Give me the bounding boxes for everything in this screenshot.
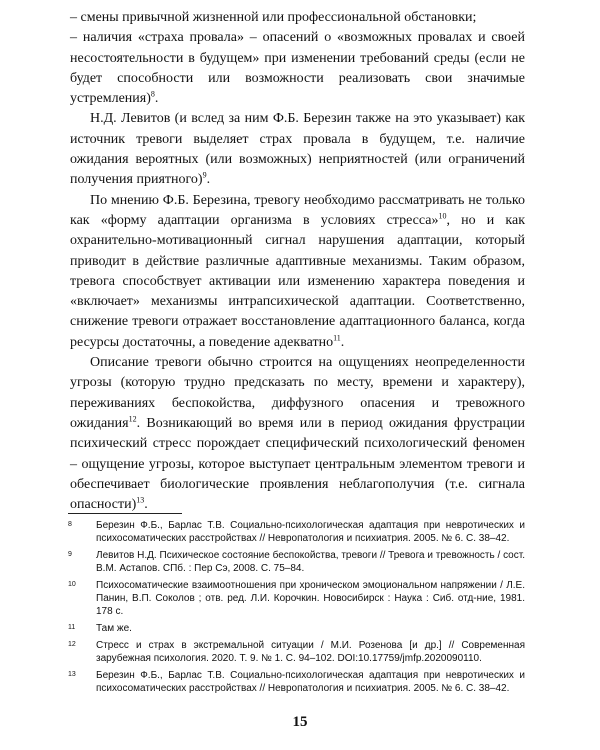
footnote-ref-11: 11 bbox=[333, 333, 341, 343]
footnote-text: Левитов Н.Д. Психическое состояние беспокойства, тревоги // Тревога и тревожность / сост. В.М. Астапов. СПб. : Пер Сэ, 2008. С. 75–84. bbox=[96, 550, 525, 574]
footnote-number: 8 bbox=[68, 521, 72, 528]
footnote-ref-12: 12 bbox=[128, 414, 137, 424]
footnote-text: Психосоматические взаимоотношения при хроническом эмоциональном напряжении / Л.Е. Панин, В.П. Соколов ; отв. ред. Л.И. Корочкин. Новосибирск : Наука : Сиб. отд-ние, 1981. 178 с. bbox=[96, 580, 525, 617]
paragraph-5-text-b: . Возникающий во время или в период ожидания фрустрации психический стресс порождает специфический психологический феномен – ощущение угрозы, которое выступает центральным элементом тревоги и обеспечивает биологические проявления неблагополучия (т.е. сигнала опасности) bbox=[70, 415, 525, 513]
footnote-ref-13: 13 bbox=[136, 495, 145, 505]
paragraph-1: – смены привычной жизненной или профессиональной обстановки; bbox=[70, 10, 477, 25]
footnote-number: 12 bbox=[68, 641, 76, 648]
page-number: 15 bbox=[292, 714, 308, 730]
paragraph-3-text: Н.Д. Левитов (и вслед за ним Ф.Б. Березин также на это указывает) как источник тревоги выделяет страх провала в будущем, т.е. наличие ожидания вероятных (или возможных) неприятностей (или ограничений получения приятного) bbox=[70, 111, 525, 188]
paragraph-4-end: . bbox=[340, 334, 345, 350]
paragraph-2 bbox=[70, 28, 525, 109]
footnote-number: 9 bbox=[68, 551, 72, 558]
paragraph-3-end: . bbox=[206, 172, 211, 188]
paragraph-5 bbox=[70, 353, 525, 515]
footnote-10 bbox=[68, 579, 525, 618]
paragraph-4 bbox=[70, 191, 525, 353]
paragraph-2-text: – наличия «страха провала» – опасений о «возможных провалах и своей несостоятельности в будущем» при изменении требований среды (если не будет способности или возможности реализовать свои значимые устремления) bbox=[70, 30, 525, 107]
footnote-11 bbox=[68, 622, 525, 635]
footnote-ref-8: 8 bbox=[150, 89, 155, 99]
footnote-13 bbox=[68, 669, 525, 695]
paragraph-5-end: . bbox=[144, 497, 148, 513]
footnote-text: Березин Ф.Б., Барлас Т.В. Социально-психологическая адаптация при невротических и психосоматических расстройствах // Невропатология и психиатрия. 2005. № 6. С. 38–42. bbox=[96, 520, 525, 544]
paragraph-3 bbox=[70, 109, 525, 190]
footnote-8 bbox=[68, 519, 525, 545]
footnote-text: Там же. bbox=[96, 623, 132, 634]
footnote-divider bbox=[68, 513, 182, 514]
footnote-number: 11 bbox=[68, 624, 76, 631]
footnotes bbox=[68, 519, 525, 699]
paragraph-5-text-a: Описание тревоги обычно строится на ощущениях неопределенности угрозы (которую трудно предсказать по месту, времени и характеру), переживаниях беспокойства, диффузного опасения и тревожного ожидания bbox=[70, 355, 525, 431]
footnote-9 bbox=[68, 549, 525, 575]
footnote-number: 13 bbox=[68, 671, 76, 678]
footnote-12 bbox=[68, 639, 525, 665]
main-text bbox=[70, 8, 525, 515]
paragraph-4-text-b: , но и как охранительно-мотивационный сигнал нарушения адаптации, который приводит в действие различные адаптивные механизмы. Таким образом, тревога способствует активации или изменению характера поведения и «включает» механизмы интрапсихической адаптации. Соответственно, снижение тревоги отражает восстановление адаптационного баланса, когда ресурсы достаточны, а поведение адекватно bbox=[70, 212, 525, 350]
footnote-ref-9: 9 bbox=[202, 170, 207, 180]
footnote-number: 10 bbox=[68, 581, 76, 588]
paragraph-2-end: . bbox=[154, 91, 159, 107]
footnote-text: Березин Ф.Б., Барлас Т.В. Социально-психологическая адаптация при невротических и психосоматических расстройствах // Невропатология и психиатрия. 2005. № 6. С. 38–42. bbox=[96, 670, 525, 694]
footnote-text: Стресс и страх в экстремальной ситуации / М.И. Розенова [и др.] // Современная зарубежная психология. 2020. Т. 9. № 1. С. 94–102. DOI:10.17759/jmfp.2020090110. bbox=[96, 640, 525, 664]
footnote-ref-10: 10 bbox=[438, 211, 447, 221]
paragraph-4-text-a: По мнению Ф.Б. Березина, тревогу необходимо рассматривать не только как «форму адаптации организма в условиях стресса» bbox=[70, 192, 525, 228]
